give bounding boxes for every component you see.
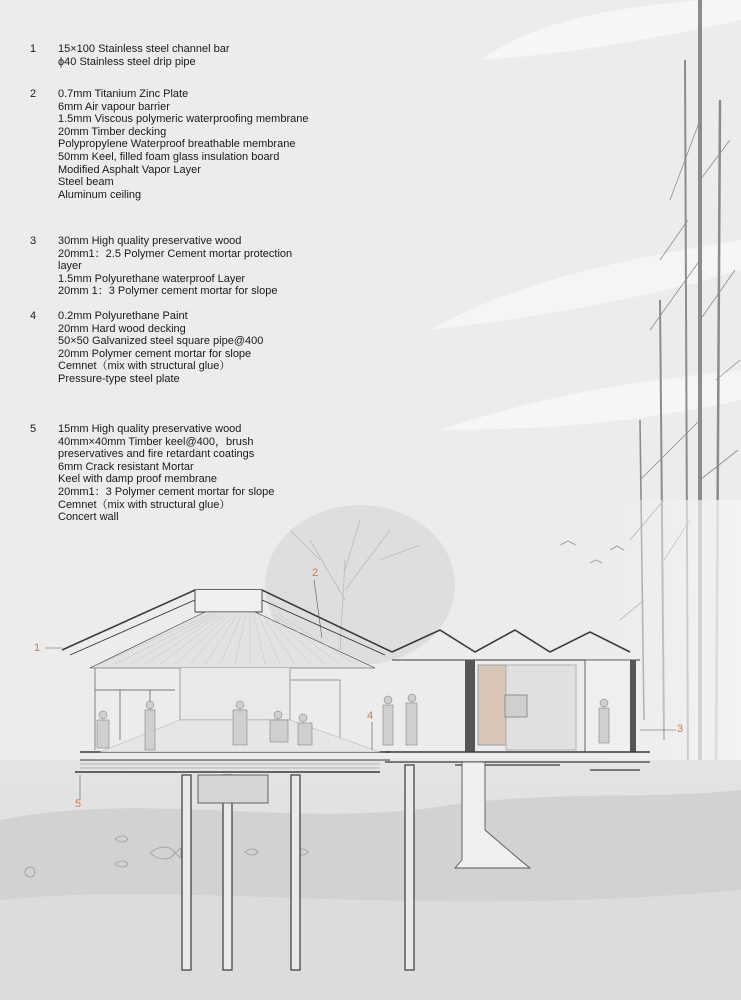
- spec-list-5: [58, 423, 358, 524]
- spec-line: 20mm1：2.5 Polymer Cement mortar protection: [58, 247, 293, 260]
- spec-line: layer: [58, 260, 82, 273]
- spec-num-4: 4: [30, 310, 37, 322]
- spec-line: Keel with damp proof membrane: [58, 473, 217, 486]
- lower-water: [0, 890, 741, 1000]
- spec-line: Steel beam: [58, 176, 114, 189]
- spec-list-1: [58, 43, 358, 68]
- spec-line: Modified Asphalt Vapor Layer: [58, 163, 201, 176]
- callout-1: 1: [34, 642, 41, 654]
- spec-line: 20mm Timber decking: [58, 125, 167, 138]
- spec-line: 20mm Polymer cement mortar for slope: [58, 347, 252, 360]
- spec-line: 15×100 Stainless steel channel bar: [58, 43, 230, 55]
- spec-line: Cemnet（mix with structural glue）: [58, 498, 231, 511]
- spec-line: 6mm Crack resistant Mortar: [58, 460, 194, 473]
- spec-line: Polypropylene Waterproof breathable membrane: [58, 138, 296, 151]
- spec-line: ϕ40 Stainless steel drip pipe: [58, 55, 196, 68]
- spec-line: 15mm High quality preservative wood: [58, 423, 242, 435]
- spec-num-2: 2: [30, 88, 37, 100]
- spec-line: 0.2mm Polyurethane Paint: [58, 310, 188, 322]
- spec-line: 6mm Air vapour barrier: [58, 100, 170, 113]
- spec-line: 1.5mm Viscous polymeric waterproofing membrane: [58, 113, 309, 126]
- spec-line: Aluminum ceiling: [58, 188, 142, 201]
- fog: [560, 500, 741, 800]
- spec-num-5: 5: [30, 423, 37, 435]
- spec-line: 1.5mm Polyurethane waterproof Layer: [58, 272, 246, 285]
- spec-line: 20mm 1：3 Polymer cement mortar for slope: [58, 285, 278, 298]
- spec-num-1: 1: [30, 43, 37, 55]
- spec-line: Concert wall: [58, 511, 119, 524]
- spec-line: preservatives and fire retardant coatings: [58, 448, 255, 461]
- spec-list-3: [58, 235, 358, 298]
- callout-5: 5: [75, 798, 82, 810]
- spec-line: 20mm1：3 Polymer cement mortar for slope: [58, 485, 275, 498]
- spec-line: 50mm Keel, filled foam glass insulation board: [58, 150, 280, 163]
- sky-streaks: [430, 0, 741, 430]
- spec-line: 0.7mm Titanium Zinc Plate: [58, 88, 189, 100]
- spec-list-2: [58, 88, 358, 201]
- spec-list-4: [58, 310, 358, 386]
- spec-num-3: 3: [30, 235, 37, 247]
- spec-line: 50×50 Galvanized steel square pipe@400: [58, 335, 264, 348]
- callout-4: 4: [367, 710, 374, 722]
- callout-2: 2: [312, 567, 319, 579]
- spec-line: Cemnet（mix with structural glue）: [58, 360, 231, 373]
- callout-3: 3: [677, 723, 684, 735]
- spec-line: 40mm×40mm Timber keel@400，brush: [58, 435, 254, 448]
- spec-line: Pressure-type steel plate: [58, 372, 180, 385]
- spec-line: 20mm Hard wood decking: [58, 322, 186, 335]
- spec-line: 30mm High quality preservative wood: [58, 235, 242, 247]
